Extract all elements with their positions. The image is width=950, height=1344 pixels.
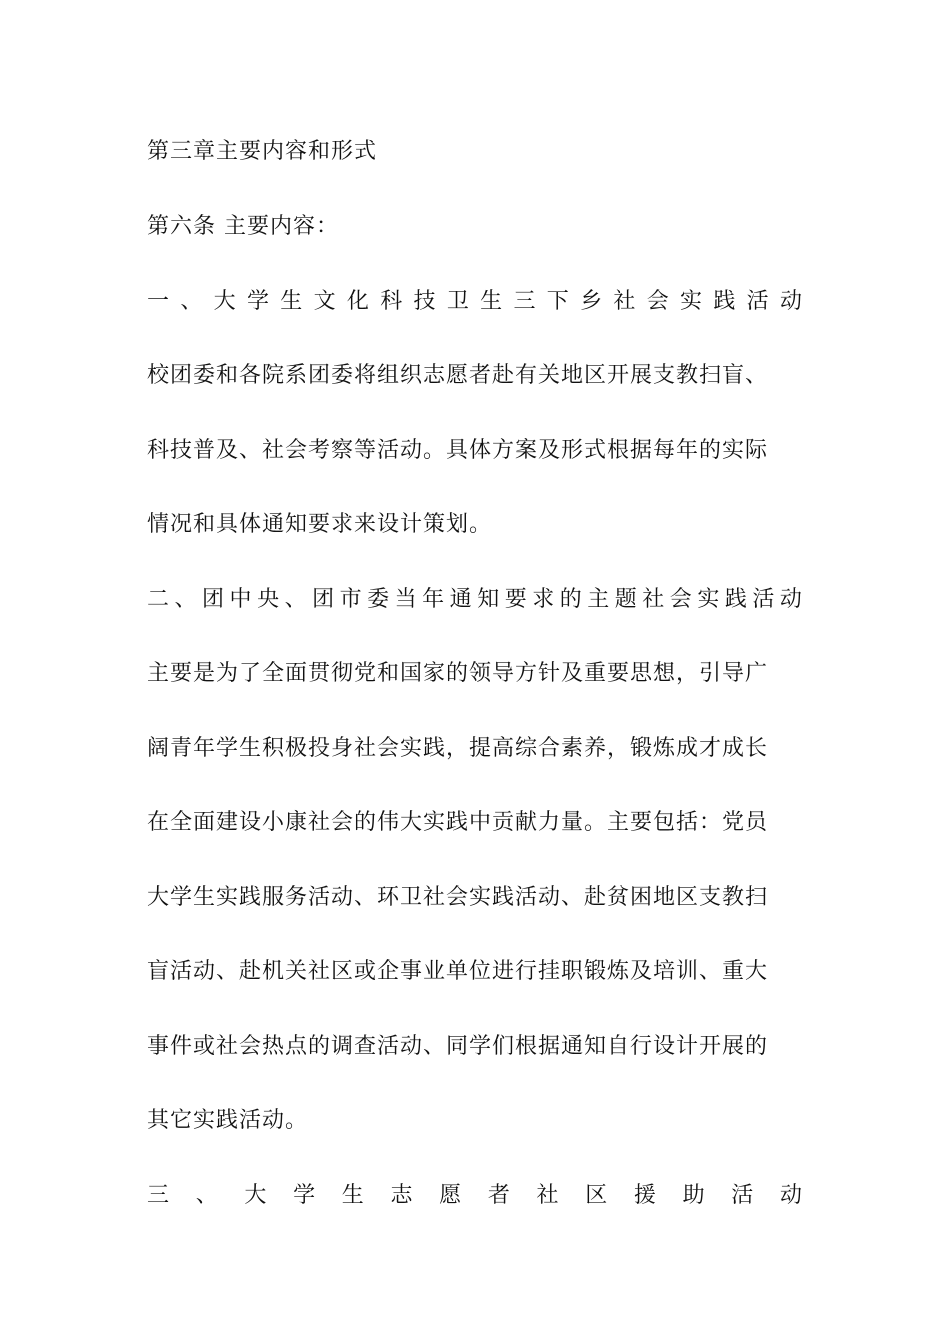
heading-char: 二 [147, 587, 171, 612]
heading-char: 活 [752, 587, 776, 612]
heading-char: 市 [339, 587, 363, 612]
heading-char: 区 [585, 1183, 609, 1208]
heading-char: 动 [779, 1183, 803, 1208]
heading-char: 化 [346, 289, 370, 314]
body-line: 阔青年学生积极投身社会实践，提高综合素养，锻炼成才成长 [147, 736, 769, 761]
heading-char: 、 [284, 587, 308, 612]
heading-char: 愿 [439, 1183, 463, 1208]
heading-char: 乡 [580, 289, 604, 314]
heading-char: 科 [380, 289, 404, 314]
heading-char: 的 [559, 587, 583, 612]
heading-char: 社 [536, 1183, 560, 1208]
heading-char: 卫 [446, 289, 470, 314]
body-line: 其它实践活动。 [147, 1108, 309, 1133]
heading-char: 实 [680, 289, 704, 314]
heading-char: 主 [587, 587, 611, 612]
heading-char: 委 [367, 587, 391, 612]
body-line: 在全面建设小康社会的伟大实践中贡献力量。主要包括：党员 [147, 810, 769, 835]
heading-char: 社 [613, 289, 637, 314]
heading-char: 活 [746, 289, 770, 314]
heading-char: 、 [174, 587, 198, 612]
section3-heading [147, 1181, 803, 1211]
heading-char: 生 [341, 1183, 365, 1208]
heading-char: 生 [280, 289, 304, 314]
heading-char: 要 [504, 587, 528, 612]
heading-char: 当 [394, 587, 418, 612]
heading-char: 实 [697, 587, 721, 612]
heading-char: 学 [246, 289, 270, 314]
heading-char: 大 [213, 289, 237, 314]
section2-heading [147, 585, 803, 615]
heading-char: 题 [614, 587, 638, 612]
body-line: 主要是为了全面贯彻党和国家的领导方针及重要思想，引导广 [147, 661, 769, 686]
heading-char: 大 [244, 1183, 268, 1208]
body-line: 科技普及、社会考察等活动。具体方案及形式根据每年的实际 [147, 438, 769, 463]
heading-char: 会 [669, 587, 693, 612]
heading-char: 一 [147, 289, 171, 314]
heading-char: 团 [312, 587, 336, 612]
heading-char: 、 [180, 289, 204, 314]
heading-char: 践 [724, 587, 748, 612]
heading-char: 三 [147, 1183, 171, 1208]
heading-char: 动 [779, 587, 803, 612]
heading-char: 者 [487, 1183, 511, 1208]
heading-char: 助 [682, 1183, 706, 1208]
article-title: 第六条 主要内容： [147, 214, 339, 239]
heading-char: 社 [642, 587, 666, 612]
heading-char: 知 [477, 587, 501, 612]
body-line: 事件或社会热点的调查活动、同学们根据通知自行设计开展的 [147, 1034, 769, 1059]
body-line: 情况和具体通知要求来设计策划。 [147, 512, 493, 537]
heading-char: 央 [257, 587, 281, 612]
heading-char: 动 [779, 289, 803, 314]
heading-char: 技 [413, 289, 437, 314]
heading-char: 生 [480, 289, 504, 314]
heading-char: 通 [449, 587, 473, 612]
heading-char: 志 [390, 1183, 414, 1208]
heading-char: 求 [532, 587, 556, 612]
section1-heading [147, 287, 803, 317]
heading-char: 会 [646, 289, 670, 314]
heading-char: 中 [229, 587, 253, 612]
chapter-title: 第三章主要内容和形式 [147, 139, 378, 164]
body-line: 大学生实践服务活动、环卫社会实践活动、赴贫困地区支教扫 [147, 885, 769, 910]
body-line: 盲活动、赴机关社区或企事业单位进行挂职锻炼及培训、重大 [147, 959, 769, 984]
heading-char: 援 [633, 1183, 657, 1208]
heading-char: 年 [422, 587, 446, 612]
heading-char: 践 [713, 289, 737, 314]
heading-char: 团 [202, 587, 226, 612]
heading-char: 学 [293, 1183, 317, 1208]
heading-char: 三 [513, 289, 537, 314]
body-line: 校团委和各院系团委将组织志愿者赴有关地区开展支教扫盲、 [147, 363, 769, 388]
heading-char: 文 [313, 289, 337, 314]
heading-char: 、 [195, 1183, 219, 1208]
heading-char: 活 [731, 1183, 755, 1208]
heading-char: 下 [546, 289, 570, 314]
